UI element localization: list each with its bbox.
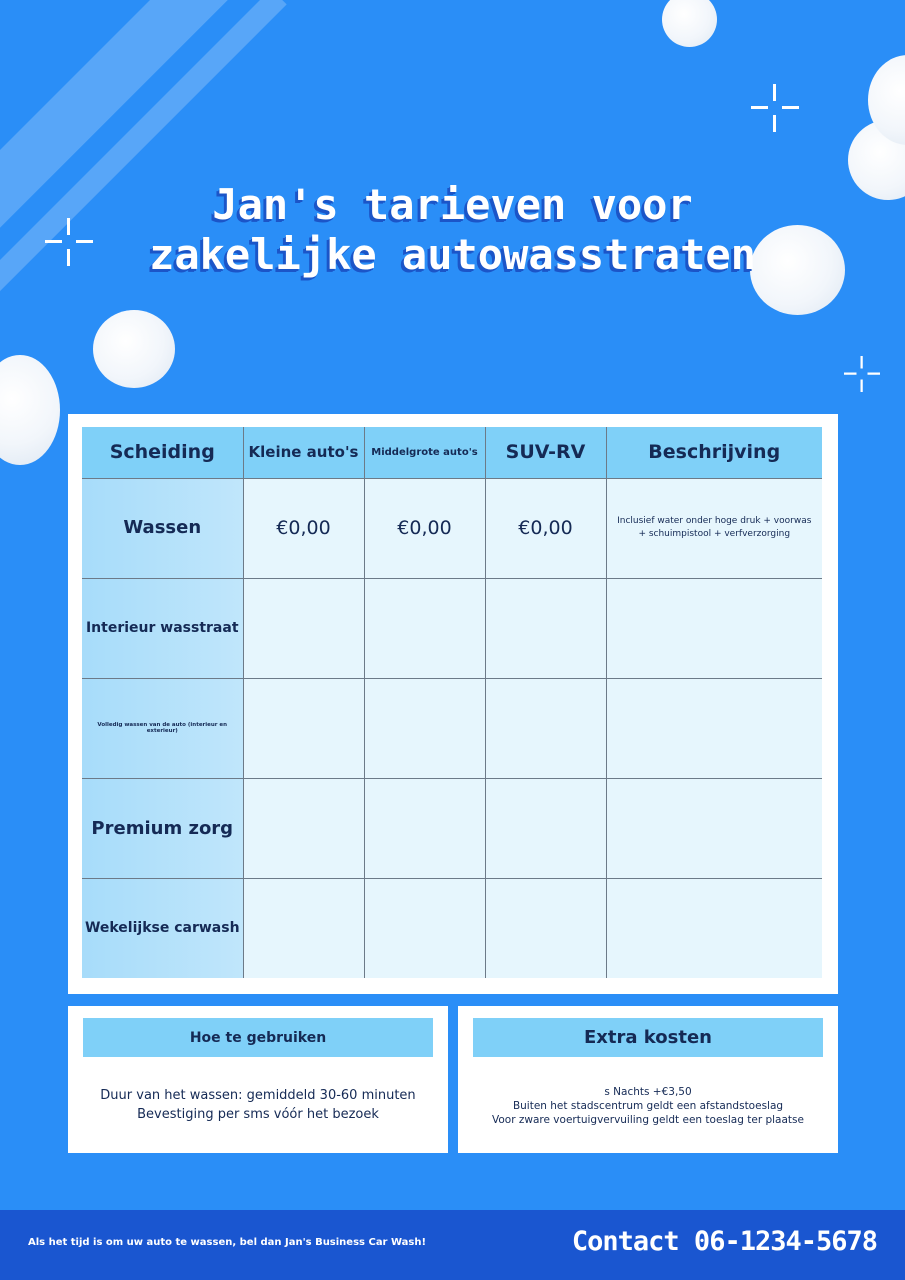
description-cell <box>606 578 822 678</box>
price-cell: €0,00 <box>364 478 485 578</box>
description-cell: Inclusief water onder hoge druk + voorwas + schuimpistool + verfverzorging <box>606 478 822 578</box>
usage-line: Duur van het wassen: gemiddeld 30-60 minuten <box>100 1088 416 1103</box>
row-label: Volledig wassen van de auto (interieur en exterieur) <box>82 678 243 778</box>
price-cell <box>364 878 485 978</box>
header-small: Kleine auto's <box>243 427 364 478</box>
extra-costs-box <box>458 1006 838 1153</box>
description-cell <box>606 878 822 978</box>
price-cell <box>243 678 364 778</box>
table-header-row <box>82 427 822 478</box>
extra-line: Voor zware voertuigvervuiling geldt een toeslag ter plaatse <box>492 1114 804 1126</box>
extra-line: s Nachts +€3,50 <box>604 1086 692 1098</box>
sparkle-icon <box>844 356 880 392</box>
price-cell <box>364 578 485 678</box>
page-title <box>0 180 905 280</box>
row-label: Interieur wasstraat <box>82 578 243 678</box>
bubble-decoration <box>93 310 175 388</box>
title-line-1: Jan's tarieven voor <box>212 180 693 229</box>
price-cell <box>243 878 364 978</box>
header-description: Beschrijving <box>606 427 822 478</box>
header-scheiding: Scheiding <box>82 427 243 478</box>
bubble-decoration <box>662 0 717 47</box>
price-cell <box>485 678 606 778</box>
description-cell <box>606 678 822 778</box>
contact-phone: Contact 06-1234-5678 <box>571 1226 877 1257</box>
table-row <box>82 878 822 978</box>
price-cell <box>243 578 364 678</box>
bubble-decoration <box>0 355 60 465</box>
price-cell <box>485 878 606 978</box>
usage-text <box>68 1086 448 1124</box>
price-cell <box>485 578 606 678</box>
table-row <box>82 578 822 678</box>
usage-heading: Hoe te gebruiken <box>83 1018 433 1057</box>
extra-line: Buiten het stadscentrum geldt een afstandstoeslag <box>512 1100 784 1112</box>
price-table <box>82 427 822 978</box>
price-cell <box>364 678 485 778</box>
price-table-panel <box>68 414 838 994</box>
header-medium: Middelgrote auto's <box>364 427 485 478</box>
table-row <box>82 478 822 578</box>
usage-line: Bevestiging per sms vóór het bezoek <box>137 1107 379 1122</box>
table-row <box>82 778 822 878</box>
footer-tagline: Als het tijd is om uw auto te wassen, bel dan Jan's Business Car Wash! <box>28 1237 427 1248</box>
extra-costs-text <box>458 1085 838 1127</box>
extra-costs-heading: Extra kosten <box>473 1018 823 1057</box>
row-label: Premium zorg <box>82 778 243 878</box>
row-label: Wekelijkse carwash <box>82 878 243 978</box>
price-cell <box>364 778 485 878</box>
price-cell: €0,00 <box>485 478 606 578</box>
row-label: Wassen <box>82 478 243 578</box>
sparkle-icon <box>751 84 799 132</box>
price-cell <box>243 778 364 878</box>
title-line-2: zakelijke autowasstraten <box>149 230 756 279</box>
price-cell: €0,00 <box>243 478 364 578</box>
usage-box <box>68 1006 448 1153</box>
table-row <box>82 678 822 778</box>
description-cell <box>606 778 822 878</box>
footer <box>0 1210 905 1280</box>
price-cell <box>485 778 606 878</box>
header-suv: SUV-RV <box>485 427 606 478</box>
